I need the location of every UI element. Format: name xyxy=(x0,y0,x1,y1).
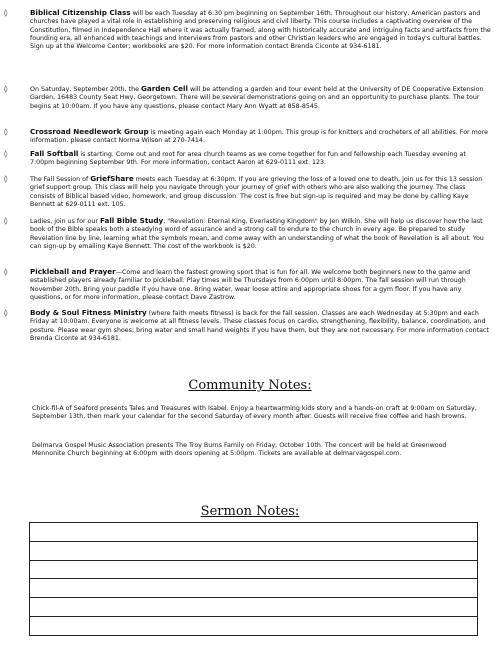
announcement-title: Biblical Citizenship Class xyxy=(30,8,131,17)
diamond-bullet-icon: ◊ xyxy=(4,309,8,317)
diamond-bullet-icon: ◊ xyxy=(4,268,8,276)
announcement-softball xyxy=(4,150,492,168)
notes-line[interactable] xyxy=(30,561,477,580)
announcement-bible-study xyxy=(4,217,492,251)
sermon-notes-box[interactable] xyxy=(29,522,478,636)
announcement-pickleball xyxy=(4,268,492,302)
announcement-title: Fall Bible Study xyxy=(99,216,164,225)
diamond-bullet-icon: ◊ xyxy=(4,9,8,17)
announcement-text: —Come and learn the fastest growing sport that is fun for all. We welcome both beginners new to the game and established players already familiar to pickleball. Play times will be Thursdays from 6:00pm until 8:00pm. The fall session will run through November 20th. Bring your paddle if you have one. Bring water, wear loose attire and appropriate shoes for a gym floor. If you have any questions, or for more information, please contact Dave Zastrow. xyxy=(30,269,471,301)
announcement-text: is starting. Come out and root for area church teams as we come together for fun and fellowship each Tuesday evening at 7:00pm beginning September 9th. For more information, contact Aaron at 629-0111 ext. 123. xyxy=(30,151,466,167)
announcement-pre: Ladies, join us for our xyxy=(30,218,100,225)
sermon-notes-heading: Sermon Notes: xyxy=(200,504,300,519)
announcement-fitness xyxy=(4,309,492,343)
community-notes-heading: Community Notes: xyxy=(188,378,312,393)
community-note: Chick-fil-A of Seaford presents Tales and Treasures with Isabel. Enjoy a heartwarming kids story and a hands-on craft at 9:00am on Saturday, September 13th, then mark your calendar for the second Saturday of every month after. Guests will receive free coffee and hash browns. xyxy=(32,405,477,421)
announcement-garden-cell xyxy=(4,85,492,111)
announcement-text: meets each Tuesday at 6:30pm. If you are grieving the loss of a loved one to death, join us for this 13 session grief support group. This class will help you navigate through your journey of grief with others who are also walking the journey. The class consists of Biblical based video, homework, and group discussion. The cost is free but sign-up is required and may be done by calling Kaye Bennett at 629-0111 ext. 105. xyxy=(30,176,483,208)
diamond-bullet-icon: ◊ xyxy=(4,175,8,183)
announcement-text: , "Revelation: Eternal King, Everlasting Kingdom" by Jen Wilkin. She will help us discover how the last book of the Bible speaks both a steadying word of assurance and a strong call to endure to the church in every age. Be prepared to study Revelation line by line, learning what the symbols mean, and come away with an understanding of what the book of Revelation is all about. You can sign-up by emailing Kaye Bennett. The cost of the workbook is $20. xyxy=(30,218,484,250)
diamond-bullet-icon: ◊ xyxy=(4,128,8,136)
announcement-title: GriefShare xyxy=(90,174,134,183)
announcement-text: will be attending a garden and tour event held at the University of DE Cooperative Extension Garden, 16483 County Seat Hwy, Georgetown. There will be several demonstrations going on and an opportunity to purchase plants. The tour begins at 10:00am. If you have any questions, please contact Mary Ann Wyatt at 858-8545. xyxy=(30,86,484,110)
notes-line[interactable] xyxy=(30,542,477,561)
announcement-title: Garden Cell xyxy=(140,84,188,93)
announcement-griefshare xyxy=(4,175,492,209)
announcement-text: is meeting again each Monday at 1:00pm. This group is for knitters and crocheters of all abilities. For more information, please contact Norma Wilson at 270-7414. xyxy=(30,129,488,145)
notes-line[interactable] xyxy=(30,579,477,598)
notes-line[interactable] xyxy=(30,617,477,636)
announcement-text: (where faith meets fitness) is back for the fall session. Classes are each Wednesday at 5:30pm and each Friday at 10:00am. Everyone is welcome at all fitness levels. These classes focus on cardio, strengthening, flexibility, balance, coordination, and posture. Please wear gym shoes; bring water and small hand weights if you have them, but they are not necessary. For more information contact Brenda Ciconte at 934-6181. xyxy=(30,310,489,342)
announcement-title: Crossroad Needlework Group xyxy=(30,127,149,136)
announcement-text: will be each Tuesday at 6:30 pm beginning on September 16th. Throughout our history, American pastors and churches have played a vital role in establishing and preserving religious and civil liberty. This course includes a captivating overview of the Constitution, filmed in Independence Hall where it was actually framed, along with historically accurate and intriguing facts and artifacts from the founding era, all enhanced with teachings and interviews from pastors and other Christian leaders who are engaged in today's cultural battles. Sign up at the Welcome Center; workbooks are $20. For more information contact Brenda Ciconte at 934-6181. xyxy=(30,10,491,51)
announcement-title: Fall Softball xyxy=(30,149,79,158)
community-note: Delmarva Gospel Music Association presents The Troy Burns Family on Friday, October 10th. The concert will be held at Greenwood Mennonite Church beginning at 6:00pm with doors opening at 5:00pm. Tickets are available at delmarvagospel.com. xyxy=(32,442,447,458)
notes-line[interactable] xyxy=(30,523,477,542)
announcement-title: Body & Soul Fitness Ministry xyxy=(30,308,147,317)
announcement-pre: The Fall Session of xyxy=(30,176,91,183)
announcement-pre: On Saturday, September 20th, the xyxy=(30,86,141,93)
announcement-biblical-citizenship xyxy=(4,9,492,51)
diamond-bullet-icon: ◊ xyxy=(4,217,8,225)
diamond-bullet-icon: ◊ xyxy=(4,85,8,93)
notes-line[interactable] xyxy=(30,598,477,617)
announcement-title: Pickleball and Prayer xyxy=(30,267,116,276)
diamond-bullet-icon: ◊ xyxy=(4,150,8,158)
announcement-needlework xyxy=(4,128,492,146)
